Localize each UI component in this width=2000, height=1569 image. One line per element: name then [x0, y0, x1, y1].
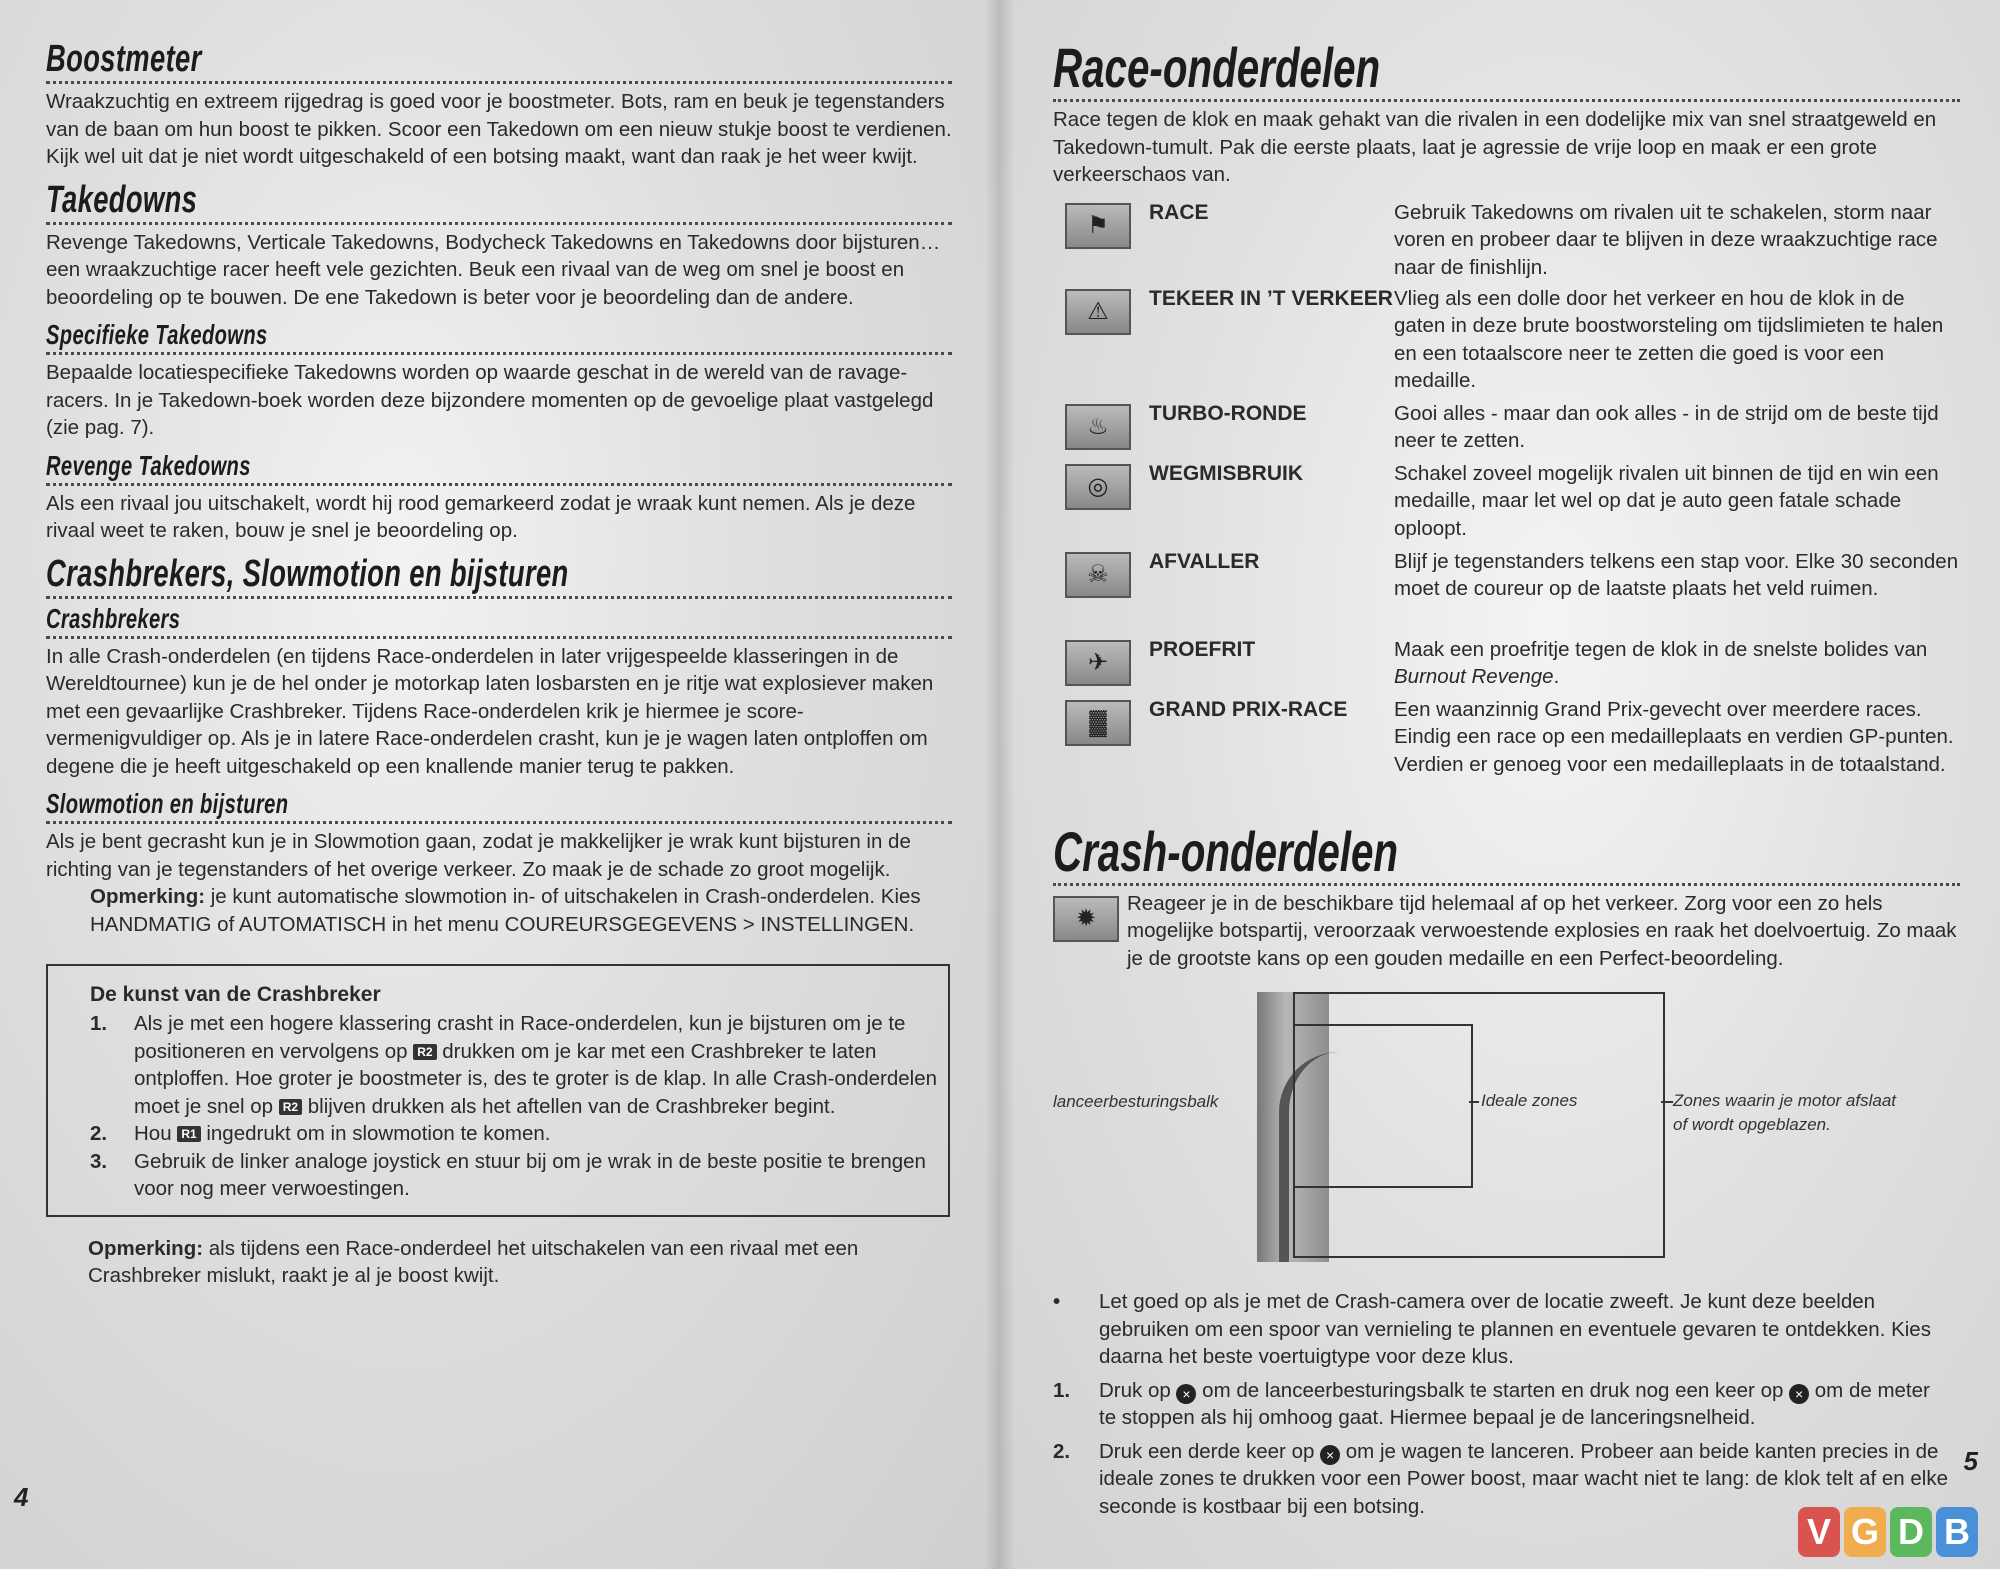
steering-wheel-icon: ◎ — [1065, 464, 1131, 510]
mode-name: AFVALLER — [1149, 549, 1260, 573]
page-number-right: 5 — [1963, 1446, 1978, 1476]
text-part: om de lanceerbesturingsbalk te starten en druk nog een keer op — [1196, 1378, 1790, 1402]
mode-name: RACE — [1149, 200, 1209, 224]
list-number: 3. — [90, 1149, 108, 1173]
note-label: Opmerking: — [88, 1236, 204, 1260]
text-part: Maak een proefritje tegen de klok in de snelste bolides van — [1394, 637, 1928, 661]
race-onderdelen-text: Race tegen de klok en maak gehakt van die rivalen in een dodelijke mix van snel straatgeweld en Takedown-tumult. Pak die eerste plaats, laat je agressie de vrije loop en maak er een grote verkeerschaos van. — [1053, 108, 1937, 186]
crash-intro — [1053, 890, 1960, 973]
list-number: 2. — [1053, 1439, 1071, 1463]
mode-name: WEGMISBRUIK — [1149, 461, 1303, 485]
crashbrekers-heading: Crashbrekers — [46, 602, 181, 634]
mode-name: TEKEER IN ’T VERKEER — [1149, 286, 1393, 310]
r2-button-icon: R2 — [413, 1044, 436, 1060]
turbo-flame-icon: ♨ — [1065, 404, 1131, 450]
mode-row-wegmisbruik — [1053, 460, 1960, 548]
cross-button-icon: × — [1176, 1384, 1196, 1404]
text-part: Druk een derde keer op — [1099, 1439, 1321, 1463]
cross-button-icon: × — [1789, 1384, 1809, 1404]
mode-row-afvaller — [1053, 548, 1960, 636]
mode-row-race — [1053, 199, 1960, 285]
mode-row-turbo — [1053, 400, 1960, 460]
list-item — [1053, 1377, 1960, 1432]
revenge-takedowns-heading: Revenge Takedowns — [46, 449, 251, 481]
divider — [1053, 99, 1960, 102]
crash-explosion-icon: ✹ — [1053, 896, 1119, 942]
takedowns-section — [46, 179, 952, 312]
list-text — [134, 1120, 948, 1148]
launch-steps — [1053, 1377, 1960, 1521]
mode-description: Gebruik Takedowns om rivalen uit te schakelen, storm naar voren en probeer daar te blijven in deze wraakzuchtige race naar de finishlijn. — [1394, 200, 1938, 279]
list-text — [1099, 1377, 1960, 1432]
label-lanceerbesturingsbalk: lanceerbesturingsbalk — [1053, 1092, 1219, 1111]
right-content — [1053, 38, 1960, 1520]
mode-description: Blijf je tegenstanders telkens een stap voor. Elke 30 seconden moet de coureur op de laatste plaats het veld ruimen. — [1394, 549, 1959, 600]
logo-letter: B — [1936, 1507, 1978, 1557]
divider — [46, 483, 952, 486]
list-item — [48, 1010, 948, 1120]
list-item — [48, 1148, 948, 1203]
text-part: Als je met een hogere klassering crasht in Race-onderdelen, kun je bijsturen om je te positioneren en vervolgens op — [134, 1012, 906, 1063]
divider — [46, 352, 952, 355]
mode-row-grand-prix — [1053, 696, 1960, 814]
right-page — [1000, 0, 2000, 1569]
text-part: om de meter te stoppen als hij omhoog gaat. Hiermee bepaal je de lanceringsnelheid. — [1099, 1378, 1930, 1429]
eliminator-icon: ☠ — [1065, 552, 1131, 598]
mode-row-tekeer — [1053, 285, 1960, 400]
connector-line — [1469, 1101, 1479, 1103]
crashbrekers-slowmotion-heading: Crashbrekers, Slowmotion en bijsturen — [46, 552, 569, 595]
logo-letter: V — [1798, 1507, 1840, 1557]
takedowns-heading: Takedowns — [46, 178, 198, 221]
slowmotion-text: Als je bent gecrasht kun je in Slowmotion gaan, zodat je makkelijker je wrak kunt bijsturen in de richting van je tegenstanders of het overige verkeer. Zo maak je de schade zo groot mogelijk. — [46, 830, 911, 881]
airplane-icon: ✈ — [1065, 640, 1131, 686]
bullet-item — [1053, 1288, 1960, 1371]
page-number-left: 4 — [14, 1482, 29, 1512]
text-part: . — [1553, 665, 1560, 688]
bullet-icon: • — [1053, 1290, 1061, 1313]
book-gutter — [985, 0, 1015, 1569]
specifieke-takedowns-section — [46, 319, 952, 442]
crashbrekers-text: In alle Crash-onderdelen (en tijdens Race-onderdelen in later vrijgespeelde klasseringen in de Wereldtournee) kun je de hel onder je motorkap laten losbarsten en je ritje wat explosiever maken met een gevaarlijke Crashbreker. Tijdens Race-onderdelen krik je hiermee je score-vermenigvuldiger op. Als je in latere Race-onderdelen crasht, kun je je wagen laten ontploffen om degene die je heeft uitgeschakeld op een knallende manier terug te pakken. — [46, 644, 934, 778]
specifieke-takedowns-heading: Specifieke Takedowns — [46, 319, 268, 350]
mode-description: Een waanzinnig Grand Prix-gevecht over meerdere races. Eindig een race op een medailleplaats en verdien GP-punten. Verdien er genoeg voor een medailleplaats in de totaalstand. — [1394, 697, 1954, 776]
mode-description — [1394, 636, 1960, 696]
divider — [46, 81, 952, 84]
text-part: om je wagen te lanceren. Probeer aan beide kanten precies in de ideale zones te drukken voor een Power boost, maar wacht niet te lang: de klok telt af en elke seconde is kostbaar bij een botsing. — [1099, 1439, 1948, 1518]
crashbreker-tip-box — [46, 964, 950, 1217]
slowmotion-section — [46, 788, 952, 938]
r2-button-icon: R2 — [279, 1099, 302, 1115]
text-part: ingedrukt om in slowmotion te komen. — [200, 1122, 551, 1145]
race-modes-list — [1053, 199, 1960, 814]
note-text: als tijdens een Race-onderdeel het uitschakelen van een rivaal met een Crashbreker mislukt, raakt je al je boost kwijt. — [88, 1236, 859, 1287]
launch-meter-diagram — [1053, 984, 1960, 1274]
list-text: Gebruik de linker analoge joystick en stuur bij om je wrak in de beste positie te brengen voor nog meer verwoestingen. — [134, 1149, 926, 1200]
checkered-flag-icon: ▓ — [1065, 700, 1131, 746]
mode-name: GRAND PRIX-RACE — [1149, 697, 1348, 721]
mode-name: TURBO-RONDE — [1149, 401, 1307, 425]
cross-button-icon: × — [1320, 1445, 1340, 1465]
specifieke-takedowns-text: Bepaalde locatiespecifieke Takedowns worden op waarde geschat in de wereld van de ravage-racers. In je Takedown-boek worden deze bijzondere momenten op de gevoelige plaat vastgelegd (zie pag. 7). — [46, 361, 934, 439]
label-opgeblazen: of wordt opgeblazen. — [1673, 1115, 1831, 1134]
label-zones-afslaat: Zones waarin je motor afslaat — [1673, 1091, 1896, 1110]
mode-description: Schakel zoveel mogelijk rivalen uit binnen de tijd en win een medaille, maar let wel op dat je auto geen fatale schade oploopt. — [1394, 461, 1939, 540]
slowmotion-heading: Slowmotion en bijsturen — [46, 788, 289, 819]
boostmeter-text: Wraakzuchtig en extreem rijgedrag is goed voor je boostmeter. Bots, ram en beuk je tegenstanders van de baan om hun boost te pikken. Scoor een Takedown om een nieuw stukje boost te verdienen. Kijk wel uit dat je niet wordt uitgeschakeld of een botsing maakt, want dan raak je het weer kwijt. — [46, 90, 952, 168]
mode-description: Vlieg als een dolle door het verkeer en hou de klok in de gaten in deze brute boostworsteling om tijdslimieten te halen en een totaalscore neer te zetten die goed is voor een medaille. — [1394, 286, 1944, 392]
ideal-zone-box — [1293, 1024, 1473, 1188]
tip-box-title: De kunst van de Crashbreker — [90, 983, 381, 1006]
mode-name: PROEFRIT — [1149, 637, 1256, 661]
connector-line — [1661, 1101, 1673, 1103]
boostmeter-heading: Boostmeter — [46, 38, 202, 80]
slowmotion-note — [90, 883, 952, 938]
left-content — [46, 38, 952, 1290]
note-label: Opmerking: — [90, 885, 206, 908]
text-part: blijven drukken als het aftellen van de Crashbreker begint. — [302, 1094, 836, 1118]
mode-description: Gooi alles - maar dan ook alles - in de strijd om de beste tijd neer te zetten. — [1394, 401, 1939, 452]
list-number: 1. — [90, 1012, 108, 1035]
boostmeter-section — [46, 38, 952, 171]
bullet-text: Let goed op als je met de Crash-camera over de locatie zweeft. Je kunt deze beelden gebruiken om een spoor van vernieling te plannen en eventuele gevaren te ontdekken. Kies daarna het beste voertuigtype voor deze klus. — [1099, 1290, 1931, 1368]
note-text: je kunt automatische slowmotion in- of uitschakelen in Crash-onderdelen. Kies HANDMATIG of AUTOMATISCH in het menu COUREURSGEGEVENS > INSTELLINGEN. — [90, 885, 921, 936]
crashbrekers-main-section — [46, 553, 952, 781]
crash-onderdelen-text: Reageer je in de beschikbare tijd helemaal af op het verkeer. Zorg voor een zo hels mogelijke botspartij, veroorzaak verwoestende explosies en raak het doelvoertuig. Zo maak je de grootste kans op een gouden medaille en een Perfect-beoordeling. — [1127, 891, 1957, 970]
list-item — [48, 1120, 948, 1148]
list-number: 2. — [90, 1122, 108, 1145]
race-onderdelen-heading: Race-onderdelen — [1053, 36, 1381, 99]
divider — [46, 821, 952, 824]
text-part: Druk op — [1099, 1378, 1177, 1402]
vgdb-watermark-logo — [1798, 1507, 1978, 1557]
divider — [46, 222, 952, 225]
bottom-note — [88, 1235, 952, 1290]
traffic-attack-icon: ⚠ — [1065, 289, 1131, 335]
tip-box-list — [48, 1010, 948, 1203]
list-text — [134, 1010, 948, 1120]
mode-row-proefrit — [1053, 636, 1960, 696]
label-ideale-zones: Ideale zones — [1481, 1091, 1578, 1110]
r1-button-icon: R1 — [177, 1126, 200, 1142]
text-part: drukken om je kar met een Crashbreker te laten ontploffen. Hoe groter je boostmeter is, des te groter is de klap. In alle Crash-onderdelen moet je snel op — [134, 1039, 937, 1118]
text-part: Hou — [134, 1122, 178, 1145]
checkered-race-icon: ⚑ — [1065, 203, 1131, 249]
game-title: Burnout Revenge — [1394, 665, 1554, 688]
revenge-takedowns-section — [46, 450, 952, 545]
divider — [46, 596, 952, 599]
list-number: 1. — [1053, 1378, 1071, 1402]
revenge-takedowns-text: Als een rivaal jou uitschakelt, wordt hij rood gemarkeerd zodat je wraak kunt nemen. Als je deze rivaal weet te raken, bouw je snel je beoordeling op. — [46, 491, 916, 542]
divider — [1053, 883, 1960, 886]
takedowns-text: Revenge Takedowns, Verticale Takedowns, Bodycheck Takedowns en Takedowns door bijsturen… een wraakzuchtige racer heeft vele gezichten. Beuk een rivaal van de weg om snel je boost en beoordeling op te bouwen. De ene Takedown is beter voor je beoordeling dan de andere. — [46, 230, 941, 309]
divider — [46, 636, 952, 639]
crash-onderdelen-heading: Crash-onderdelen — [1053, 819, 1399, 883]
logo-letter: G — [1844, 1507, 1886, 1557]
logo-letter: D — [1890, 1507, 1932, 1557]
